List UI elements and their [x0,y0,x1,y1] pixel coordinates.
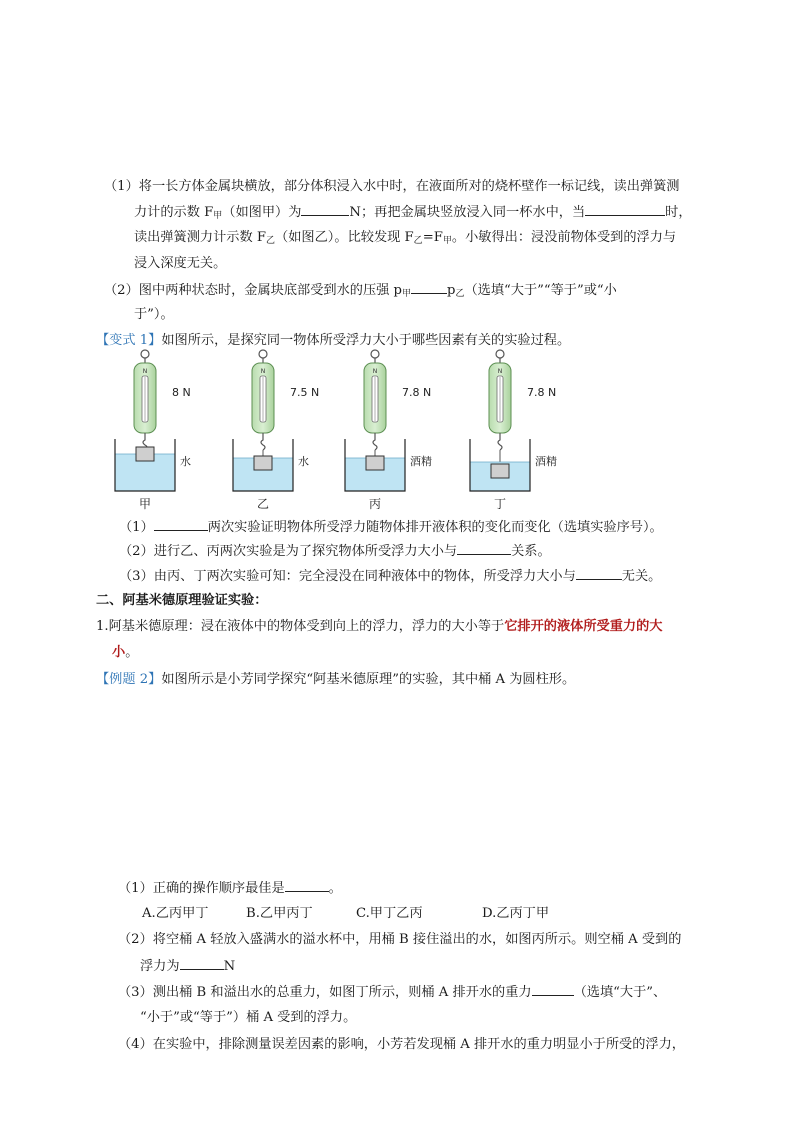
option-c[interactable]: C.甲丁乙丙 [356,906,423,921]
example-q2-line-1: （2）将空桶 A 轻放入盛满水的溢水杯中，用桶 B 接住溢出的水，如图丙所示。则空桶 A 受到的 [118,932,682,947]
q1-line-3: 读出弹簧测力计示数 $F_乙$（如图乙）。比较发现 $F_乙=F_甲$。小敏得出：浸没前物体受到的浮力与 [134,230,677,246]
scale-reading: 7.8 N [527,386,557,399]
answer-blank[interactable] [285,878,329,892]
example-q1: （1）正确的操作顺序最佳是 。 [118,878,342,899]
option-a[interactable]: A.乙丙甲丁 [142,906,209,921]
variant-q1: （1） 两次实验证明物体所受浮力随物体排开液体积的变化而变化（选填实验序号）。 [119,517,663,538]
scale-reading: 8 N [172,386,191,399]
hook-icon [261,433,265,450]
setup-label: 乙 [256,497,270,511]
setup-1 [115,350,191,511]
setup-3 [345,350,432,511]
setup-4 [470,350,557,511]
answer-blank[interactable] [180,956,224,970]
setup-label: 甲 [138,497,152,511]
variant-q3: （3）由丙、丁两次实验可知：完全浸没在同种液体中的物体，所受浮力大小与 无关。 [119,566,661,587]
example-q3-line-2: “小于”或“等于”）桶 A 受到的浮力。 [140,1010,357,1025]
example-2-heading: 【例题 2】如图所示是小芳同学探究“阿基米德原理”的实验，其中桶 A 为圆柱形。 [96,672,576,687]
example-2-tag: 【例题 2】 [96,672,162,687]
dial-letter: N [497,368,503,375]
q1-line-1: （1）将一长方体金属块横放，部分体积浸入水中时，在液面所对的烧杯壁作一标记线，读出弹簧测 [104,179,680,194]
example-q2-line-2: 浮力为 N [140,956,235,977]
liquid-label: 酒精 [535,455,557,468]
experiment-figure [100,346,580,516]
scale-reading: 7.5 N [290,386,320,399]
variant-1-tag: 【变式 1】 [96,333,162,348]
q1-line-2: 力计的示数 $F_甲$（如图甲）为 N；再把金属块竖放浸入同一杯水中，当 时， [134,202,692,226]
example-q4-line-1: （4）在实验中，排除测量误差因素的影响，小芳若发现桶 A 排开水的重力明显小于所受的浮力， [118,1037,685,1052]
answer-blank[interactable] [585,202,665,216]
answer-blank[interactable] [457,541,511,555]
scale-reading: 7.8 N [402,386,432,399]
metal-block [254,456,272,470]
liquid-label: 水 [180,455,191,468]
answer-blank[interactable] [576,566,622,580]
setup-2 [233,350,319,511]
liquid-label: 水 [298,455,309,468]
principle-line-2: 小。 [112,645,139,660]
hook-icon [373,433,377,450]
ring-icon [371,350,379,358]
liquid-label: 酒精 [410,455,432,468]
q2-line-2: 于”）。 [134,307,174,322]
dial-letter: N [260,368,266,375]
ring-icon [141,350,149,358]
answer-blank[interactable] [532,982,574,996]
hook-icon [498,433,502,450]
section-2-title: 二、阿基米德原理验证实验： [96,593,268,608]
setup-label: 丁 [493,497,507,511]
answer-blank[interactable] [301,202,349,216]
variant-1-heading: 【变式 1】如图所示，是探究同一物体所受浮力大小于哪些因素有关的实验过程。 [96,333,571,348]
principle-line-1: 1.阿基米德原理：浸在液体中的物体受到向上的浮力，浮力的大小等于它排开的液体所受重力的大 [96,619,663,634]
option-d[interactable]: D.乙丙丁甲 [482,906,550,921]
q1-line-4: 浸入深度无关。 [134,256,227,271]
setup-label: 丙 [368,497,382,511]
metal-block [136,447,154,461]
ring-icon [496,350,504,358]
metal-block [366,456,384,470]
example-q1-options [0,904,794,924]
example-q3-line-1: （3）测出桶 B 和溢出水的总重力，如图丁所示，则桶 A 排开水的重力 （选填“大于”、 [118,982,666,1003]
dial-letter: N [142,368,148,375]
dial-letter: N [372,368,378,375]
answer-blank[interactable] [154,517,208,531]
q2-line-1: （2）图中两种状态时，金属块底部受到水的压强 $p_甲$ $p_乙$（选填“大于”“等于”或“小 [104,280,617,304]
metal-block [491,464,509,478]
answer-blank[interactable] [411,280,447,294]
option-b[interactable]: B.乙甲丙丁 [246,906,313,921]
ring-icon [259,350,267,358]
variant-q2: （2）进行乙、丙两次实验是为了探究物体所受浮力大小与 关系。 [119,541,551,562]
